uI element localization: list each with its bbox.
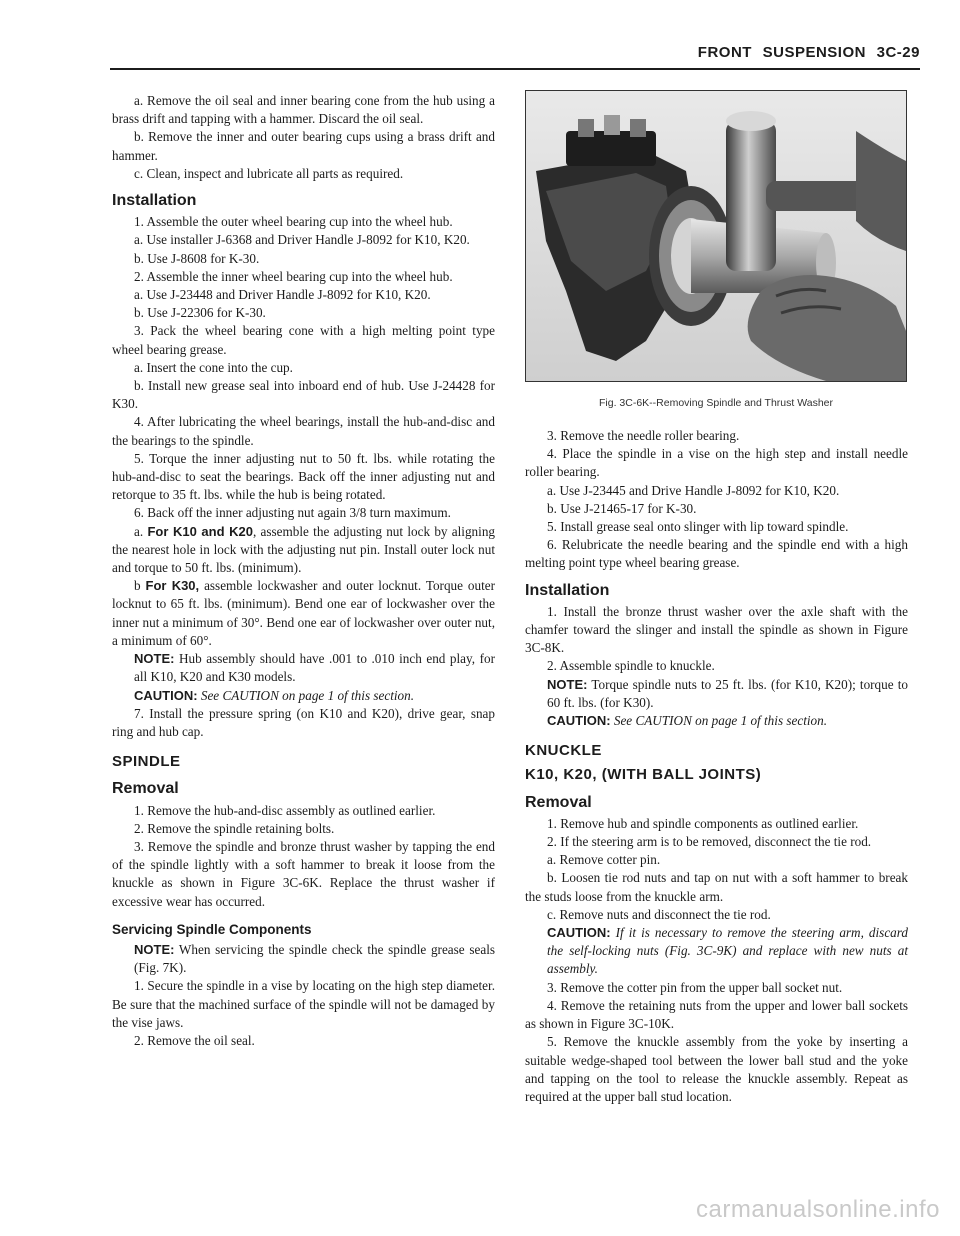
paragraph: 5. Torque the inner adjusting nut to 50 ft. lbs. while rotating the hub-and-disc to seat the bearings. Back off the inner adjusting nut and retorque to 35 ft. lbs. while the hub is being rotated. xyxy=(112,450,495,503)
paragraph: 2. Remove the oil seal. xyxy=(134,1032,255,1048)
paragraph: a. Use J-23448 and Driver Handle J-8092 for K10, K20. xyxy=(134,287,431,303)
paragraph: 3. Remove the cotter pin from the upper ball socket nut. xyxy=(547,979,843,995)
paragraph: 4. Place the spindle in a vise on the high step and install needle roller bearing. xyxy=(525,446,908,480)
heading-spindle: SPINDLE xyxy=(112,753,181,771)
paragraph: a. Use installer J-6368 and Driver Handle J-8092 for K10, K20. xyxy=(134,232,470,248)
caution-text: If it is necessary to remove the steering arm, discard the self-locking nuts (Fig. 3C-9K) and replace with new nuts at assembly. xyxy=(547,925,908,977)
note xyxy=(112,650,495,686)
page-header xyxy=(110,44,920,70)
item-prefix: b xyxy=(134,578,146,594)
paragraph: 5. Remove the knuckle assembly from the yoke by inserting a suitable wedge-shaped tool between the lower ball stud and the yoke and tapping on the tool to release the knuckle assembly. Repeat as required at the upper ball stud location. xyxy=(525,1034,908,1104)
paragraph: a. Use J-23445 and Drive Handle J-8092 for K10, K20. xyxy=(547,482,840,498)
header-rule xyxy=(110,68,920,70)
heading-knuckle: KNUCKLE xyxy=(525,742,602,760)
note-text: Hub assembly should have .001 to .010 inch end play, for all K10, K20 and K30 models. xyxy=(134,651,495,685)
spindle-photo-illustration xyxy=(526,91,906,381)
paragraph: c. Remove nuts and disconnect the tie rod. xyxy=(547,906,771,922)
paragraph: 3. Remove the needle roller bearing. xyxy=(547,428,740,443)
heading-removal: Removal xyxy=(112,780,179,798)
caution xyxy=(525,712,908,730)
paragraph: a. Remove the oil seal and inner bearing cone from the hub using a brass drift and tapping with a hammer. Discard the oil seal. xyxy=(112,93,495,127)
paragraph: 4. Remove the retaining nuts from the upper and lower ball sockets as shown in Figure 3C-10K. xyxy=(525,997,908,1032)
note-text: Torque spindle nuts to 25 ft. lbs. (for K10, K20); torque to 60 ft. lbs. (for K30). xyxy=(547,676,908,710)
caution-text: See CAUTION on page 1 of this section. xyxy=(197,687,415,703)
paragraph xyxy=(112,577,495,650)
paragraph: 1. Remove hub and spindle components as outlined earlier. xyxy=(547,815,859,831)
left-column xyxy=(112,92,495,1050)
paragraph: 1. Assemble the outer wheel bearing cup into the wheel hub. xyxy=(134,214,453,230)
item-text: , assemble the adjusting nut lock by aligning the nearest hole in lock with the adjusting nut pin. Install outer lock nut and torque to 50 ft. lbs. (minimum). xyxy=(112,523,496,576)
paragraph: 3. Remove the spindle and bronze thrust washer by tapping the end of the spindle lightly with a soft hammer to break it loose from the knuckle as shown in Figure 3C-6K. Replace the thrust washer if excessive wear has occurred. xyxy=(112,838,495,909)
note-text: When servicing the spindle check the spindle grease seals (Fig. 7K). xyxy=(134,941,495,976)
item-prefix: a. xyxy=(134,523,148,539)
paragraph: 5. Install grease seal onto slinger with lip toward spindle. xyxy=(547,519,849,535)
paragraph: b. Use J-21465-17 for K-30. xyxy=(547,500,697,516)
item-text: assemble lockwasher and outer locknut. Torque outer locknut to 65 ft. lbs. (minimum). Bend one ear of lockwasher over the inner nut a minimum of 30°. Bend one ear of lockwasher over outer nut, a minimum of 60°. xyxy=(112,578,495,648)
paragraph: 6. Relubricate the needle bearing and the spindle end with a high melting point type wheel bearing grease. xyxy=(525,537,908,571)
note xyxy=(525,676,908,712)
bold-label: For K10 and K20 xyxy=(147,523,253,539)
paragraph: 3. Pack the wheel bearing cone with a high melting point type wheel bearing grease. xyxy=(112,323,495,357)
right-column xyxy=(525,427,908,1106)
watermark: carmanualsonline.info xyxy=(696,1196,940,1223)
heading-servicing: Servicing Spindle Components xyxy=(112,921,312,937)
caution-label: CAUTION: xyxy=(134,687,198,703)
page-header-title: FRONT SUSPENSION 3C-29 xyxy=(697,44,920,61)
paragraph: 1. Secure the spindle in a vise by locating on the high step diameter. Be sure that the machined surface of the spindle will not be damaged by the vise jaws. xyxy=(112,978,495,1030)
paragraph: a. Insert the cone into the cup. xyxy=(134,359,293,375)
paragraph: c. Clean, inspect and lubricate all parts as required. xyxy=(134,165,404,181)
paragraph: b. Use J-22306 for K-30. xyxy=(134,305,266,321)
figure-photo xyxy=(525,90,907,382)
paragraph: 6. Back off the inner adjusting nut again 3/8 turn maximum. xyxy=(134,505,451,521)
paragraph: 2. Assemble spindle to knuckle. xyxy=(547,658,715,674)
caution-label: CAUTION: xyxy=(547,713,611,729)
paragraph: 1. Remove the hub-and-disc assembly as outlined earlier. xyxy=(134,802,436,818)
paragraph xyxy=(112,523,495,578)
paragraph: b. Remove the inner and outer bearing cups using a brass drift and hammer. xyxy=(112,129,495,163)
paragraph: b. Install new grease seal into inboard end of hub. Use J-24428 for K30. xyxy=(112,378,495,412)
paragraph: b. Use J-8608 for K-30. xyxy=(134,250,260,266)
note-label: NOTE: xyxy=(547,676,588,692)
paragraph: 4. After lubricating the wheel bearings, install the hub-and-disc and the bearings to the spindle. xyxy=(112,414,495,448)
caution xyxy=(112,687,495,705)
bold-label: For K30, xyxy=(145,578,200,594)
paragraph: 1. Install the bronze thrust washer over the axle shaft with the chamfer toward the slinger and install the spindle as shown in Figure 3C-8K. xyxy=(525,603,908,656)
paragraph: b. Loosen tie rod nuts and tap on nut with a soft hammer to break the studs loose from the knuckle arm. xyxy=(525,870,908,904)
paragraph: 2. Remove the spindle retaining bolts. xyxy=(134,820,335,836)
figure-caption: Fig. 3C-6K--Removing Spindle and Thrust Washer xyxy=(598,397,833,409)
heading-installation: Installation xyxy=(525,581,610,599)
caution-label: CAUTION: xyxy=(547,925,611,941)
heading-installation: Installation xyxy=(112,192,197,210)
paragraph: a. Remove cotter pin. xyxy=(547,852,661,868)
heading-k10-k20: K10, K20, (WITH BALL JOINTS) xyxy=(525,766,762,784)
note-label: NOTE: xyxy=(134,651,175,667)
note xyxy=(112,941,495,977)
caution xyxy=(525,924,908,979)
paragraph: 2. If the steering arm is to be removed, disconnect the tie rod. xyxy=(547,834,872,850)
caution-text: See CAUTION on page 1 of this section. xyxy=(610,713,828,729)
note-label: NOTE: xyxy=(134,941,175,957)
heading-removal: Removal xyxy=(525,793,592,811)
paragraph: 2. Assemble the inner wheel bearing cup into the wheel hub. xyxy=(134,268,453,284)
paragraph: 7. Install the pressure spring (on K10 and K20), drive gear, snap ring and hub cap. xyxy=(112,705,495,739)
